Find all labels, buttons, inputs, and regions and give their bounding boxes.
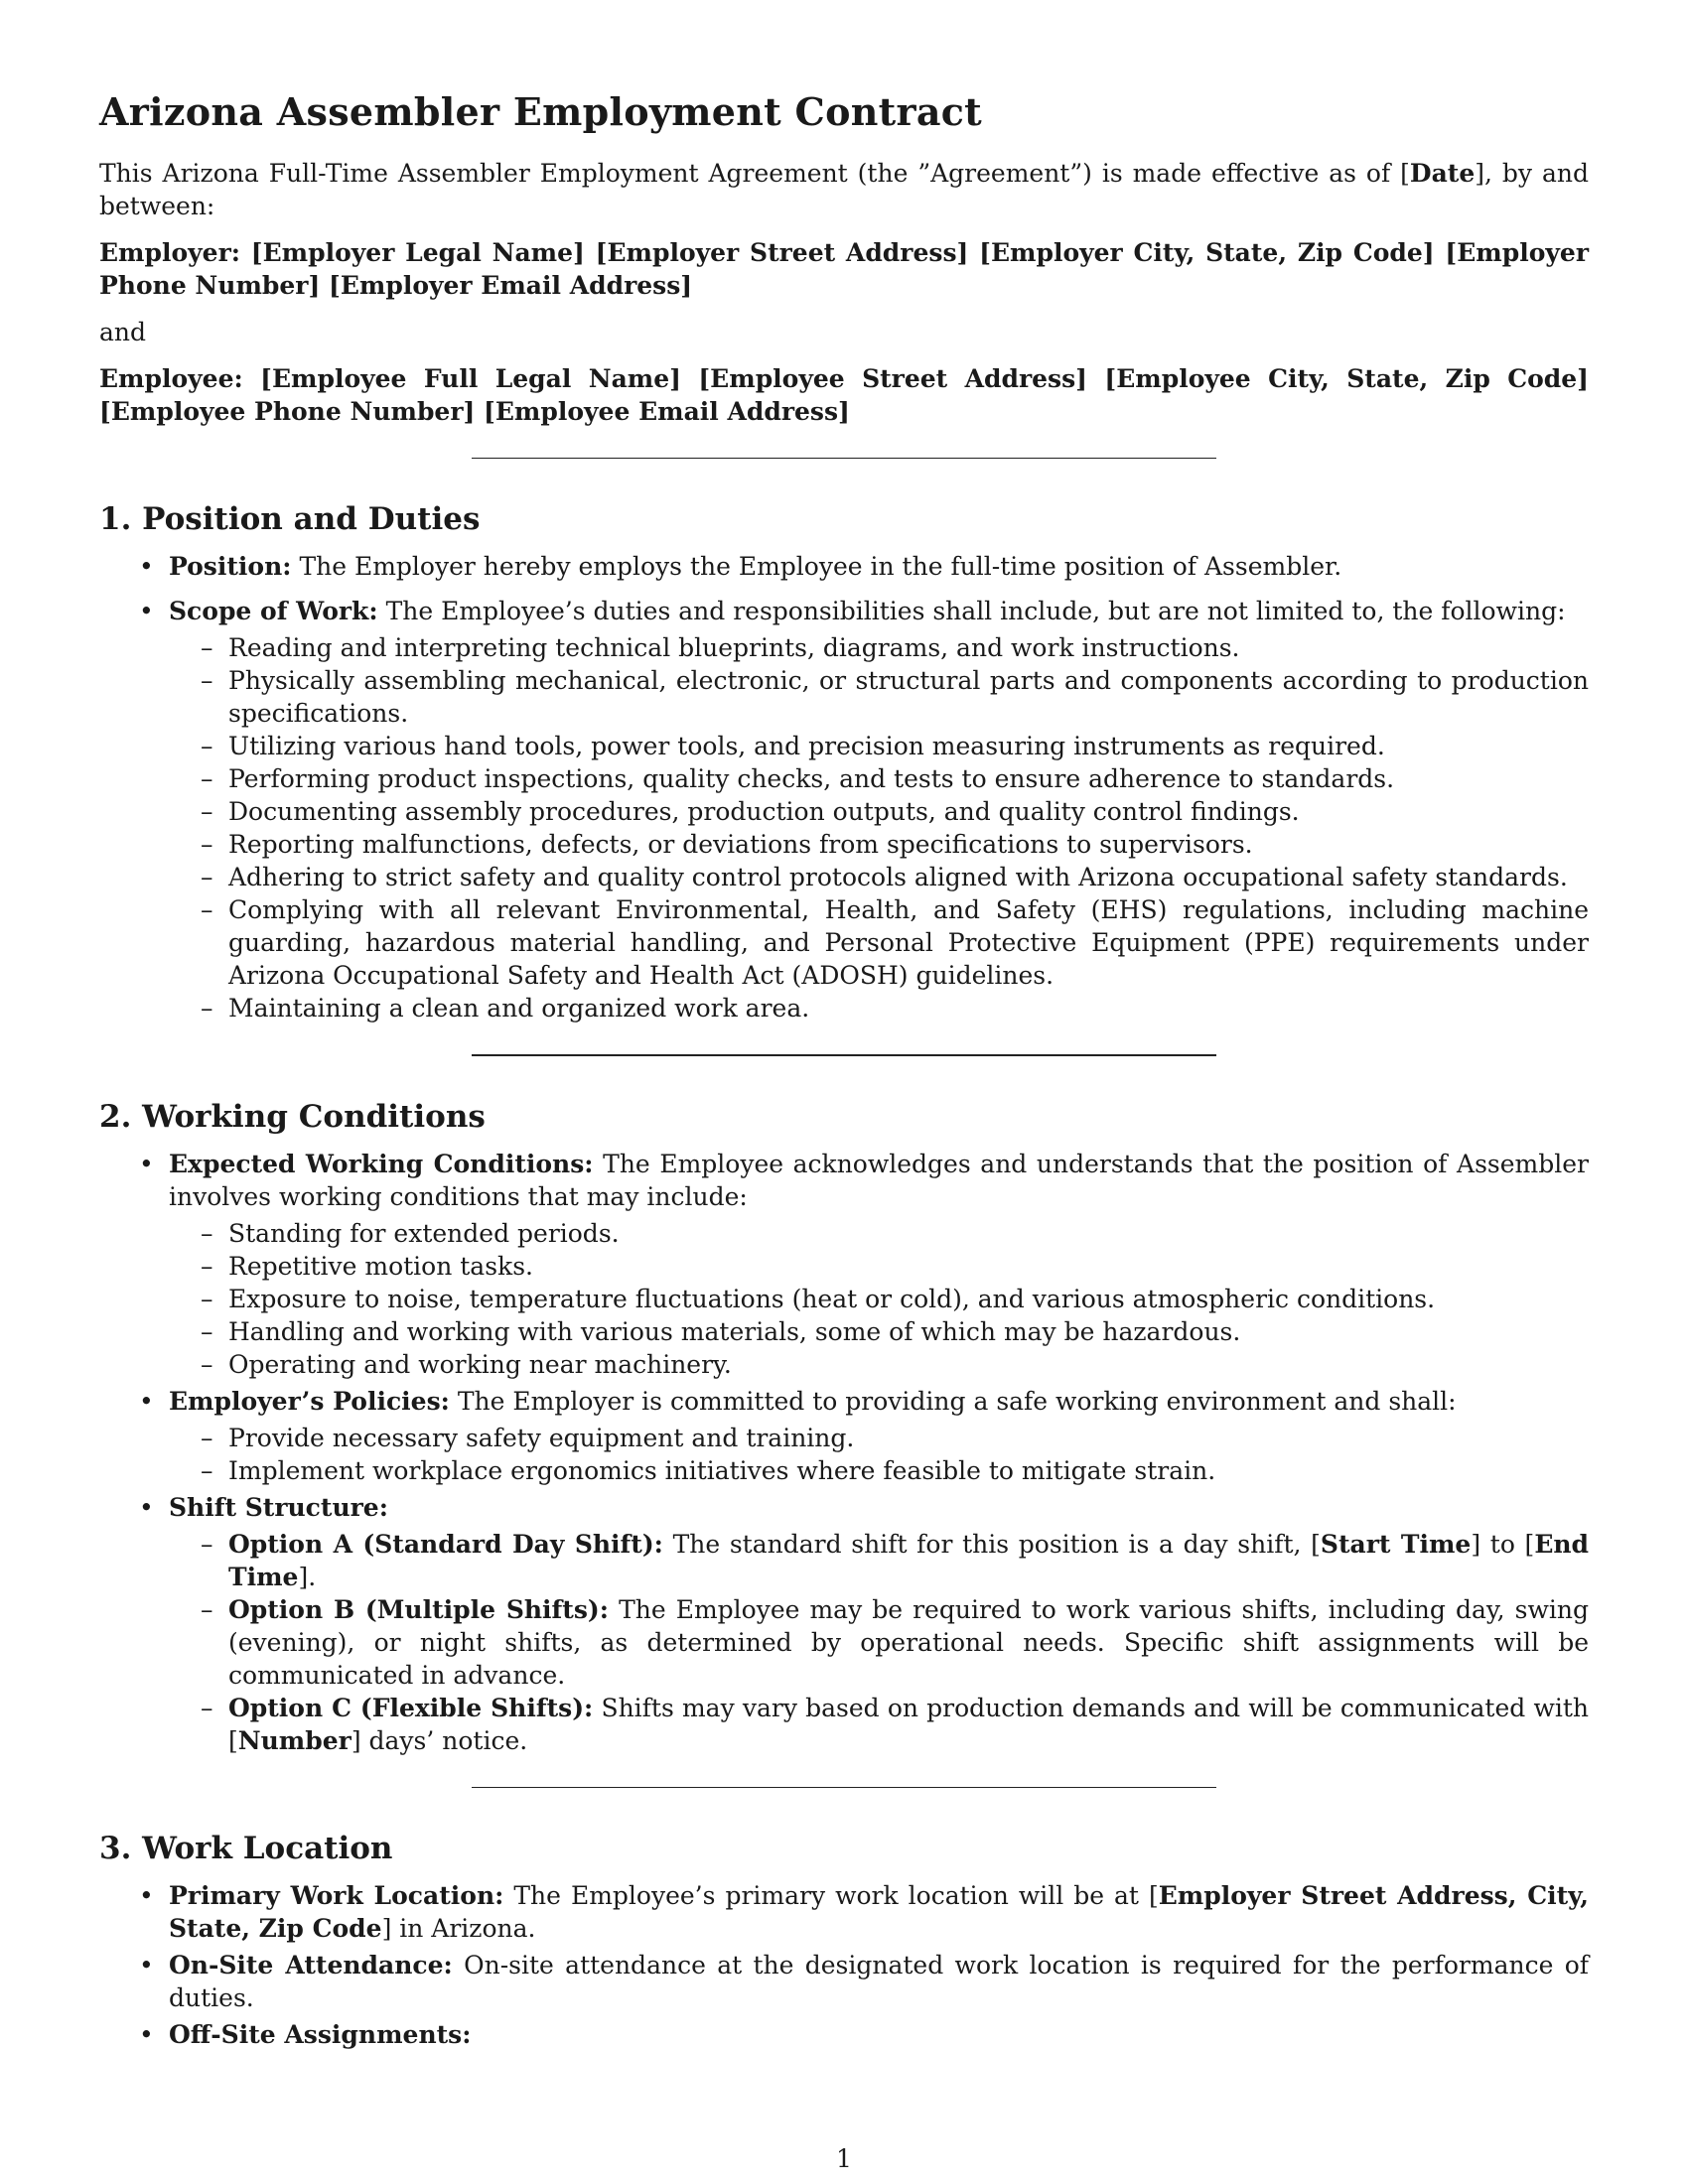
option-c-end: ] days’ notice. xyxy=(351,1726,528,1755)
shift-option-a xyxy=(169,1528,1589,1593)
divider xyxy=(472,1054,1216,1056)
employer-block xyxy=(99,236,1589,302)
option-b-label: Option B (Multiple Shifts): xyxy=(228,1595,609,1624)
condition-item: – Handling and working with various materials, some of which may be hazardous. xyxy=(169,1315,1589,1348)
contract-page xyxy=(99,89,1589,2055)
shift-options-list xyxy=(169,1528,1589,1757)
policies-list xyxy=(169,1422,1589,1487)
shift-label: Shift Structure: xyxy=(169,1493,388,1522)
section-1-list xyxy=(99,550,1589,1024)
intro-date: Date xyxy=(1409,159,1476,188)
list-item xyxy=(99,1148,1589,1381)
policies-label: Employer’s Policies: xyxy=(169,1387,450,1416)
divider xyxy=(472,458,1216,459)
shift-option-b xyxy=(169,1593,1589,1692)
option-c-text: Shifts may vary based on production demands and will be communicated with [ xyxy=(228,1694,1589,1755)
conditions-list xyxy=(169,1217,1589,1381)
primary-location-text: The Employee’s primary work location will be at [ xyxy=(513,1881,1159,1910)
list-item xyxy=(99,1491,1589,1757)
intro-text-before: This Arizona Full-Time Assembler Employment Agreement (the ”Agreement”) is made effective as of [ xyxy=(99,159,1410,188)
list-item xyxy=(99,1879,1589,1945)
duty-item: – Maintaining a clean and organized work area. xyxy=(169,992,1589,1024)
shift-option-c xyxy=(169,1692,1589,1757)
condition-item: – Repetitive motion tasks. xyxy=(169,1250,1589,1283)
employee-details: [Employee Full Legal Name] [Employee Street Address] [Employee City, State, Zip Code] [Employee Phone Number] [Employee Email Address] xyxy=(99,364,1589,426)
expected-text: The Employee acknowledges and understands that the position of Assembler involves working conditions that may include: xyxy=(169,1150,1589,1211)
page-number: 1 xyxy=(836,2144,852,2173)
option-a-mid: ] to [ xyxy=(1471,1530,1535,1559)
option-a-text: The standard shift for this position is a day shift, [ xyxy=(672,1530,1321,1559)
offsite-label: Off-Site Assignments: xyxy=(169,2020,472,2049)
duty-item: – Documenting assembly procedures, production outputs, and quality control findings. xyxy=(169,795,1589,828)
and-word: and xyxy=(99,318,147,346)
duty-item: – Adhering to strict safety and quality control protocols aligned with Arizona occupational safety standards. xyxy=(169,861,1589,893)
onsite-text: On-site attendance at the designated work location is required for the performance of duties. xyxy=(169,1951,1590,2012)
employee-block xyxy=(99,362,1589,428)
notice-number: Number xyxy=(237,1726,352,1755)
section-3-heading: 3. Work Location xyxy=(99,1831,393,1866)
onsite-label: On-Site Attendance: xyxy=(169,1951,453,1979)
duty-item: – Reporting malfunctions, defects, or deviations from specifications to supervisors. xyxy=(169,828,1589,861)
policies-text: The Employer is committed to providing a safe working environment and shall: xyxy=(457,1387,1457,1416)
section-2-heading: 2. Working Conditions xyxy=(99,1099,486,1135)
intro-paragraph xyxy=(99,157,1589,222)
divider xyxy=(472,1787,1216,1788)
condition-item: – Exposure to noise, temperature fluctuations (heat or cold), and various atmospheric conditions. xyxy=(169,1283,1589,1315)
condition-item: – Operating and working near machinery. xyxy=(169,1348,1589,1381)
duty-item: – Performing product inspections, quality checks, and tests to ensure adherence to standards. xyxy=(169,762,1589,795)
primary-location-label: Primary Work Location: xyxy=(169,1881,504,1910)
policy-item: – Implement workplace ergonomics initiatives where feasible to mitigate strain. xyxy=(169,1454,1589,1487)
option-a-label: Option A (Standard Day Shift): xyxy=(228,1530,663,1559)
position-label: Position: xyxy=(169,552,292,581)
document-title: Arizona Assembler Employment Contract xyxy=(99,89,983,134)
start-time: Start Time xyxy=(1320,1530,1472,1559)
end-time: End Time xyxy=(228,1530,1590,1591)
section-2-list xyxy=(99,1148,1589,1757)
expected-label: Expected Working Conditions: xyxy=(169,1150,594,1178)
condition-item: – Standing for extended periods. xyxy=(169,1217,1589,1250)
option-a-end: ]. xyxy=(298,1563,317,1591)
duties-list xyxy=(169,631,1589,1024)
section-1-heading: 1. Position and Duties xyxy=(99,501,481,537)
list-item xyxy=(99,550,1589,583)
duty-item: – Utilizing various hand tools, power tools, and precision measuring instruments as required. xyxy=(169,730,1589,762)
intro-text-after: ], by and between: xyxy=(99,159,1589,220)
duty-item: – Physically assembling mechanical, electronic, or structural parts and components according to production specifications. xyxy=(169,664,1589,730)
list-item xyxy=(99,1949,1589,2014)
option-b-text: The Employee may be required to work various shifts, including day, swing (evening), or night shifts, as determined by operational needs. Specific shift assignments will be communicated in advance. xyxy=(228,1595,1589,1690)
employee-label: Employee: xyxy=(99,364,243,393)
list-item xyxy=(99,595,1589,1024)
duty-item: – Complying with all relevant Environmental, Health, and Safety (EHS) regulations, including machine guarding, hazardous material handling, and Personal Protective Equipment (PPE) requirements under Arizona Occupational Safety and Health Act (ADOSH) guidelines. xyxy=(169,893,1589,992)
option-c-label: Option C (Flexible Shifts): xyxy=(228,1694,594,1722)
section-3-list xyxy=(99,1879,1589,2051)
primary-location-end: ] in Arizona. xyxy=(381,1914,536,1943)
employer-details: [Employer Legal Name] [Employer Street Address] [Employer City, State, Zip Code] [Employer Phone Number] [Employer Email Address] xyxy=(99,238,1589,300)
scope-label: Scope of Work: xyxy=(169,597,378,625)
duty-item: – Reading and interpreting technical blueprints, diagrams, and work instructions. xyxy=(169,631,1589,664)
list-item xyxy=(99,1385,1589,1487)
list-item xyxy=(99,2018,1589,2051)
scope-text: The Employee’s duties and responsibilities shall include, but are not limited to, the following: xyxy=(385,597,1566,625)
employer-label: Employer: xyxy=(99,238,240,267)
policy-item: – Provide necessary safety equipment and training. xyxy=(169,1422,1589,1454)
position-text: The Employer hereby employs the Employee in the full-time position of Assembler. xyxy=(299,552,1342,581)
primary-location-address: Employer Street Address, City, State, Zip Code xyxy=(169,1881,1589,1943)
